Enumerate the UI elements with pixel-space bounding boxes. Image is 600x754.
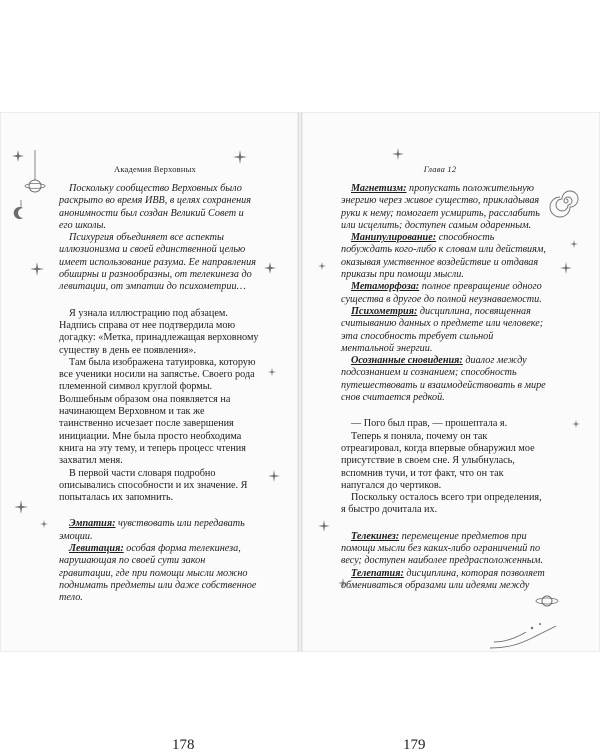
term-definition: перемещение предметов при помощи мысли без каких-либо ограничений по весу; доступен наиболее предрасположенным.: [341, 530, 543, 567]
term-entry: [341, 568, 546, 593]
sparkle-icon: [233, 150, 247, 164]
moon-icon: [546, 166, 556, 178]
page-number-right: 179: [403, 737, 426, 753]
term-entry: [341, 355, 546, 404]
term-definition: дисциплина, которая позволяет обмениваться образами или идеями между: [341, 567, 545, 591]
paragraph: В первой части словаря подробно описывались способности и их значение. Я попыталась их запомнить.: [59, 467, 248, 504]
star-icon: [570, 240, 578, 248]
term-definition: диалог между подсознанием и сознанием; способность путешествовать и взаимодействовать в мире снов считается редкой.: [341, 355, 546, 404]
moon-icon: [14, 200, 28, 220]
term-definition: пропускать положительную энергию через живое существо, прикладывая руки к нему; помогает усмирить, расслабить или исцелить; доступен самым одаренным.: [341, 183, 540, 231]
star-icon: [268, 368, 276, 376]
term-label: Осознанные сновидения:: [351, 355, 463, 367]
sparkle-icon: [268, 470, 280, 482]
term-label: Телепатия:: [351, 567, 404, 579]
paragraph: Я узнала иллюстрацию под абзацем. Надпись справа от нее подтвердила мою догадку: «Метка, принадлежащая верховному существу в день ее появления».: [59, 307, 259, 356]
paragraph: — Пого был прав, — прошептала я.: [351, 418, 508, 430]
star-icon: [572, 420, 580, 428]
term-label: Манипулирование:: [351, 232, 437, 244]
term-entry: [341, 183, 546, 232]
term-entry: [341, 306, 546, 355]
right-page-text: [341, 183, 546, 592]
planet-icon: [28, 150, 42, 196]
sparkle-icon: [318, 520, 330, 532]
left-running-header: Академия Верховных: [114, 164, 196, 174]
paragraph: Поскольку осталось всего три определения, я быстро дочитала их.: [341, 492, 542, 516]
term-label: Метаморфоза:: [351, 281, 420, 293]
sparkle-icon: [338, 578, 348, 588]
right-running-header: Глава 12: [423, 164, 457, 174]
sparkle-icon: [14, 500, 28, 514]
left-page-text: [59, 183, 259, 605]
term-definition: чувствовать или передавать эмоции.: [59, 518, 245, 542]
moon-icon: [326, 600, 338, 614]
term-definition: полное превращение одного существа в другое до полной неузнаваемости.: [341, 281, 542, 305]
paragraph: Психургия объединяет все аспекты иллюзионизма и своей единственной целью имеет использование разума. Ее направления обширны и разнообразны, от телекинеза до левитации, от эмпатии до психометрии…: [59, 232, 256, 293]
star-icon: [264, 262, 276, 274]
hand-icon: [488, 618, 558, 652]
term-entry: [59, 518, 259, 543]
paragraph: Там была изображена татуировка, которую все ученики носили на запястье. Своего рода племенной символ круглой формы. Волшебным образом она появляется на начинающем Верховном и так же таинственно исчезает после завершения инициации. Мне была просто необходима книга на эту тему, и теперь процесс чтения захватил меня.: [59, 356, 256, 467]
term-label: Магнетизм:: [351, 183, 407, 194]
star-icon: [12, 150, 24, 162]
sparkle-icon: [560, 262, 572, 274]
term-entry: [341, 281, 546, 306]
star-icon: [40, 520, 48, 528]
spiral-icon: [550, 185, 582, 217]
page-number-left: 178: [172, 737, 195, 753]
term-entry: [341, 232, 546, 281]
term-definition: способность побуждать кого-либо к словам или действиям, оказывая умственное воздействие и отдавая приказы при помощи мысли.: [341, 232, 546, 281]
term-entry: [59, 543, 259, 604]
term-definition: особая форма телекинеза, нарушающая по своей сути закон гравитации, где при помощи мысли можно поднимать предметы или даже собственное тело.: [59, 543, 257, 604]
sparkle-icon: [30, 262, 44, 276]
paragraph: Поскольку сообщество Верховных было раскрыто во время ИВВ, в целях сохранения анонимности был создан Великий Совет и его школы.: [59, 183, 252, 231]
term-definition: дисциплина, посвященная считыванию данных о предмете или человеке; эта способность требует сильной ментальной энергии.: [341, 305, 544, 354]
term-entry: [341, 531, 546, 568]
sparkle-icon: [392, 148, 404, 160]
term-label: Левитация:: [69, 543, 124, 555]
paragraph: Теперь я поняла, почему он так отреагировал, когда впервые обнаружил мое присутствие в своем сне. Я улыбнулась, вспомнив тучи, и тот факт, что он так напугался до чертиков.: [341, 430, 535, 491]
term-label: Эмпатия:: [69, 518, 116, 530]
planet-icon: [535, 592, 559, 610]
term-label: Телекинез:: [351, 530, 400, 542]
term-label: Психометрия:: [351, 305, 418, 317]
star-icon: [318, 262, 326, 270]
